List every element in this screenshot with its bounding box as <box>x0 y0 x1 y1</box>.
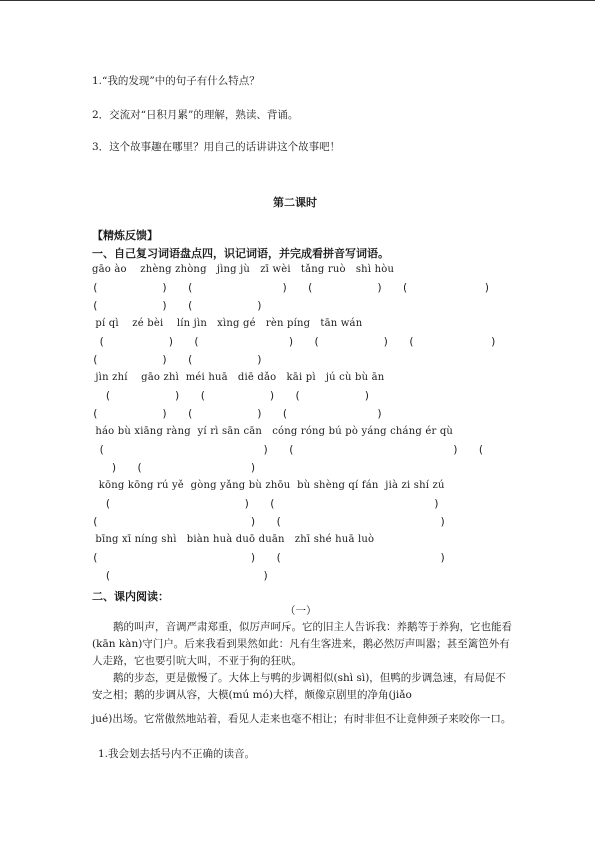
answer-brackets-row-6b[interactable]: ( ) <box>92 570 270 582</box>
pinyin-row-1: gāo ào zhèng zhòng jìng jù zī wèi tǎng ruò shì hòu <box>92 264 395 275</box>
reading-marker: （一） <box>285 605 317 617</box>
reading-paragraph-3: jué)出场。它常傲然地站着，看见人走来也毫不相让；有时非但不让竟伸颈子来咬你一口。 <box>92 713 512 725</box>
pinyin-row-4: háo bù xiāng ràng yí rì sān cān cóng róng bú pò yáng cháng ér qù <box>92 426 454 437</box>
pinyin-row-6: bīng xī níng shì biàn huà duō duān zhī shé huā luò <box>92 534 375 545</box>
reading-paragraph-1: 鹅的叫声，音调严肃郑重，似厉声呵斥。它的旧主人告诉我：养鹅等于养狗，它也能看(kān kàn)守门户。后来我看到果然如此：凡有生客进来，鹅必然厉声叫嚣；甚至篱笆外有人走路，它也要引吭大叫，不亚于狗的狂吠。 <box>92 621 512 667</box>
question-2: 2．交流对“日积月累”的理解，熟读、背诵。 <box>92 109 299 121</box>
answer-brackets-row-1a[interactable]: ( ) ( ) ( ) ( ) <box>92 282 491 294</box>
answer-brackets-row-1b[interactable]: ( ) ( ) <box>92 300 263 312</box>
question-1: 1.“我的发现”中的句子有什么特点？ <box>92 75 260 87</box>
answer-brackets-row-4a[interactable]: ( ) ( ) ( <box>92 444 484 456</box>
pinyin-row-2: pí qì zé bèi lín jìn xìng gé rèn píng tān wán <box>92 318 363 329</box>
feedback-heading: 【精炼反馈】 <box>92 229 158 242</box>
answer-brackets-row-2a[interactable]: ( ) ( ) ( ) ( ) <box>92 336 497 348</box>
pinyin-row-5: kōng kōng rú yě gòng yǎng bù zhōu bù shèng qí fán jià zi shí zú <box>92 480 445 491</box>
answer-brackets-row-2b[interactable]: ( ) ( ) <box>92 354 263 366</box>
pinyin-row-3: jìn zhí gāo zhì méi huā diē dǎo kāi pì jú cù bù ān <box>92 372 385 383</box>
lesson-title: 第二课时 <box>273 196 317 209</box>
question-3: 3．这个故事趣在哪里？用自己的话讲讲这个故事吧！ <box>92 141 341 153</box>
task-1: 1.我会划去括号内不正确的读音。 <box>98 748 256 760</box>
answer-brackets-row-4b[interactable]: ) ( ) <box>92 462 257 474</box>
answer-brackets-row-5a[interactable]: ( ) ( ) <box>92 498 440 510</box>
answer-brackets-row-6a[interactable]: ( ) ( ) <box>92 552 447 564</box>
answer-brackets-row-3b[interactable]: ( ) ( ) ( ) <box>92 408 383 420</box>
reading-paragraph-2: 鹅的步态，更是傲慢了。大体上与鸭的步调相似(shì sì)，但鸭的步调急速，有局促不安之相；鹅的步调从容，大模(mú mó)大样，颇像京剧里的净角(jiǎo <box>92 672 506 701</box>
answer-brackets-row-3a[interactable]: ( ) ( ) ( ) <box>92 390 371 402</box>
answer-brackets-row-5b[interactable]: ( ) ( ) <box>92 516 447 528</box>
section-2-heading: 二、课内阅读： <box>92 590 169 603</box>
section-1-heading: 一、自己复习词语盘点四，识记词语，并完成看拼音写词语。 <box>92 247 389 260</box>
top-rule <box>0 0 595 1</box>
